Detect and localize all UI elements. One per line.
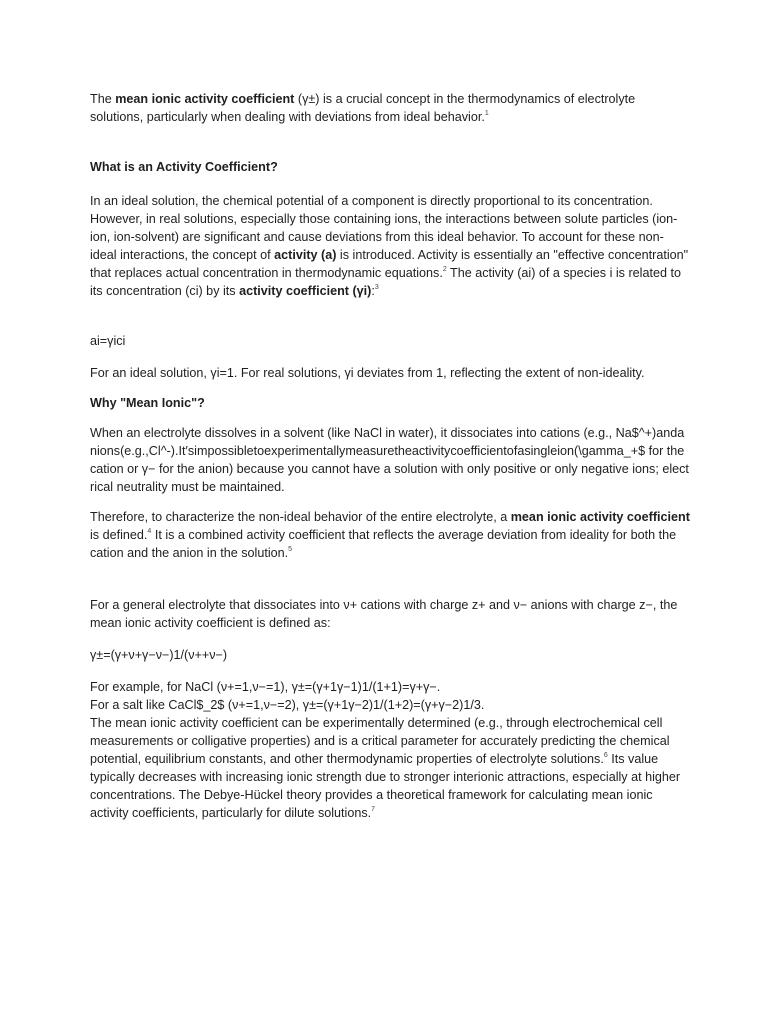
footnote-ref[interactable]: 3 xyxy=(374,284,379,291)
example-nacl: For example, for NaCl (ν+=1,ν−=1), γ±=(γ+1γ−1)1/(1+1)=γ+γ−. xyxy=(90,680,441,694)
footnote-ref[interactable]: 6 xyxy=(603,752,608,759)
intro-text-2: (γ±) is a crucial concept in the thermodynamics of electrolyte solutions, particularly when dealing with deviations from ideal behavior. xyxy=(90,92,636,124)
intro-text: The xyxy=(90,92,116,106)
definition-paragraph xyxy=(90,508,690,562)
conclusion-paragraph xyxy=(90,714,690,822)
definition-text-2: is defined. xyxy=(90,528,148,542)
activity-coefficient-term: activity coefficient (γi) xyxy=(239,284,372,298)
footnote-ref[interactable]: 4 xyxy=(147,528,152,535)
footnote-ref[interactable]: 7 xyxy=(371,806,376,813)
activity-text: In an ideal solution, the chemical potential of a component is directly proportional to its concentration. However, in real solutions, especially those containing ions, the interactions between solute particles (ion-ion, ion-solvent) are significant and cause deviations from this ideal behavior. To account for these non-ideal interactions, the concept of xyxy=(90,194,678,262)
example-cacl2: For a salt like CaCl$_2$ (ν+=1,ν−=2), γ±=(γ+1γ−2)1/(1+2)=(γ+γ−2)1/3. xyxy=(90,698,485,712)
activity-term: activity (a) xyxy=(274,248,337,262)
ideal-solution-paragraph: For an ideal solution, γi=1. For real solutions, γi deviates from 1, reflecting the extent of non-ideality. xyxy=(90,366,645,380)
definition-text: Therefore, to characterize the non-ideal behavior of the entire electrolyte, a xyxy=(90,510,511,524)
definition-text-3: It is a combined activity coefficient that reflects the average deviation from ideality for both the cation and the anion in the solution. xyxy=(90,528,677,560)
section-heading-activity-coefficient: What is an Activity Coefficient? xyxy=(90,160,278,174)
dissociation-paragraph: When an electrolyte dissolves in a solvent (like NaCl in water), it dissociates into cations (e.g., Na$^+)andanions(e.g.,Cl^-).It′simpossibletoexperimentallymeasuretheactivitycoefficientofasingleion(\gamma_+$ for the cation or γ− for the anion) because you cannot have a solution with only positive or only negative ions; electrical neutrality must be maintained. xyxy=(90,426,689,494)
footnote-ref[interactable]: 1 xyxy=(484,110,489,117)
document-body xyxy=(90,90,690,822)
intro-term: mean ionic activity coefficient xyxy=(115,92,295,106)
activity-text-2: is introduced. Activity is essentially an "effective concentration" that replaces actual concentration in thermodynamic equations. xyxy=(90,248,689,280)
equation-mean-ionic: γ±=(γ+ν+γ−ν−)1/(ν++ν−) xyxy=(90,648,228,662)
general-electrolyte-paragraph: For a general electrolyte that dissociates into ν+ cations with charge z+ and ν− anions with charge z−, the mean ionic activity coefficient is defined as: xyxy=(90,598,678,630)
equation-activity: ai=γici xyxy=(90,334,126,348)
activity-text-3: The activity (ai) of a species i is related to its concentration (ci) by its xyxy=(90,266,681,298)
footnote-ref[interactable]: 2 xyxy=(442,266,447,273)
intro-paragraph xyxy=(90,90,690,126)
mean-ionic-term: mean ionic activity coefficient xyxy=(510,510,690,524)
activity-text-4: : xyxy=(371,284,375,298)
section-heading-mean-ionic: Why "Mean Ionic"? xyxy=(90,396,205,410)
conclusion-text-2: Its value typically decreases with increasing ionic strength due to stronger interionic attractions, especially at higher concentrations. The Debye-Hückel theory provides a theoretical framework for calculating mean ionic activity coefficients, particularly for dilute solutions. xyxy=(90,752,681,820)
footnote-ref[interactable]: 5 xyxy=(288,546,293,553)
conclusion-text: The mean ionic activity coefficient can be experimentally determined (e.g., through electrochemical cell measurements or colligative properties) and is a critical parameter for accurately predicting the chemical potential, equilibrium constants, and other thermodynamic properties of electrolyte solutions. xyxy=(90,716,670,766)
activity-paragraph xyxy=(90,192,690,300)
